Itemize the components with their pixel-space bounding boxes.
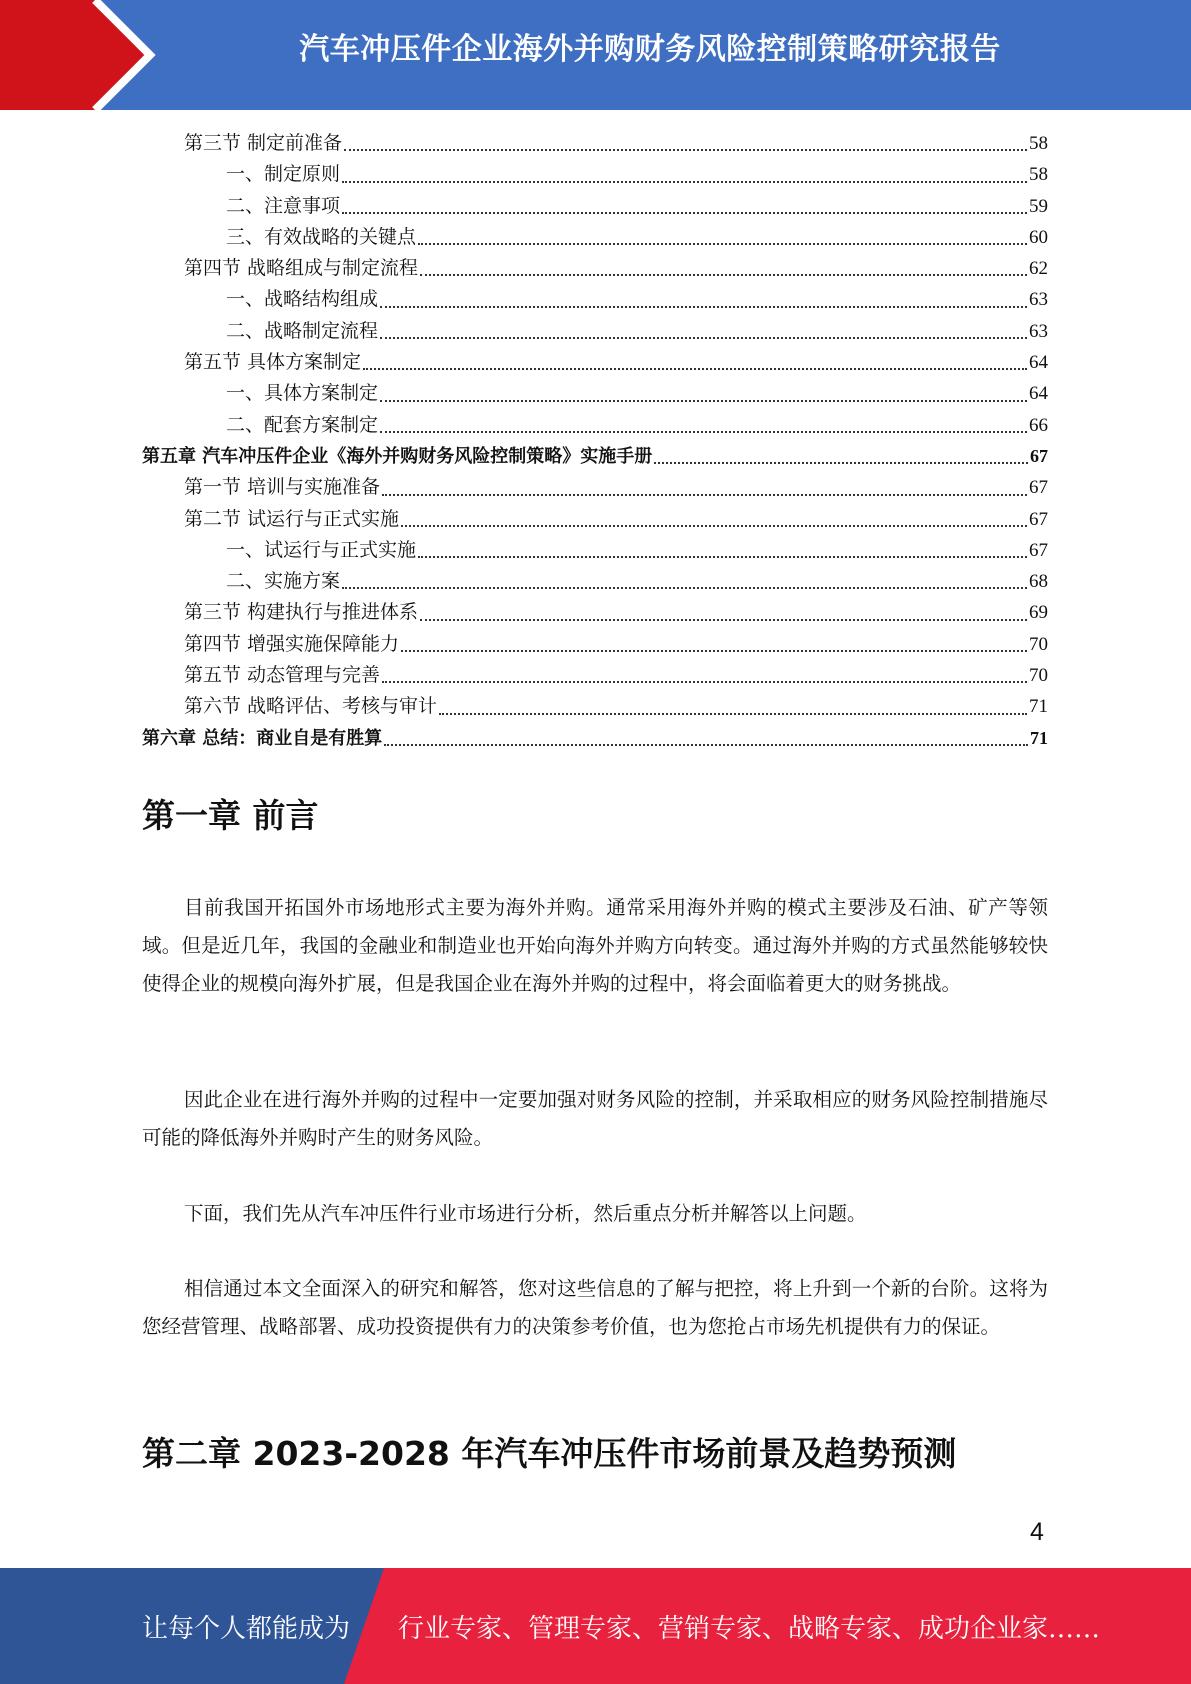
toc-entry[interactable] <box>142 128 1048 159</box>
toc-entry[interactable] <box>142 472 1048 503</box>
toc-entry-title: 一、具体方案制定 <box>226 382 379 405</box>
table-of-contents <box>142 128 1048 754</box>
page-number: 4 <box>1030 1518 1044 1546</box>
toc-entry-title: 二、实施方案 <box>226 570 341 593</box>
toc-dot-leader <box>380 430 1027 433</box>
toc-dot-leader <box>380 336 1027 339</box>
toc-dot-leader <box>363 367 1027 370</box>
page-footer <box>0 1568 1191 1684</box>
toc-dot-leader <box>420 273 1027 276</box>
toc-entry[interactable] <box>142 691 1048 722</box>
toc-entry[interactable] <box>142 316 1048 347</box>
report-title: 汽车冲压件企业海外并购财务风险控制策略研究报告 <box>299 32 1001 67</box>
footer-slogan-lead: 让每个人都能成为 <box>142 1614 351 1644</box>
toc-entry-page: 66 <box>1029 414 1048 436</box>
toc-entry-page: 71 <box>1029 696 1048 718</box>
toc-dot-leader <box>420 618 1027 621</box>
toc-entry-title: 第五章 汽车冲压件企业《海外并购财务风险控制策略》实施手册 <box>142 445 653 467</box>
toc-entry-page: 68 <box>1029 571 1048 593</box>
toc-dot-leader <box>439 712 1027 715</box>
toc-entry-page: 58 <box>1029 133 1048 154</box>
toc-entry-page: 62 <box>1029 258 1048 280</box>
toc-entry-title: 三、有效战略的关键点 <box>226 225 417 248</box>
toc-entry-page: 71 <box>1030 727 1048 748</box>
toc-entry-page: 58 <box>1029 164 1048 186</box>
toc-dot-leader <box>418 242 1027 245</box>
toc-entry[interactable] <box>142 660 1048 691</box>
toc-entry-title: 一、战略结构组成 <box>226 288 379 311</box>
toc-entry-page: 67 <box>1030 445 1048 466</box>
toc-entry-page: 59 <box>1029 195 1048 217</box>
toc-dot-leader <box>654 461 1028 464</box>
toc-entry-title: 二、战略制定流程 <box>226 319 379 342</box>
toc-entry-title: 第四节 战略组成与制定流程 <box>184 257 419 280</box>
toc-dot-leader <box>418 555 1027 558</box>
toc-entry-page: 70 <box>1029 633 1048 655</box>
toc-entry-title: 二、注意事项 <box>226 194 341 217</box>
toc-entry[interactable] <box>142 253 1048 284</box>
toc-entry[interactable] <box>142 378 1048 409</box>
toc-entry-title: 第一节 培训与实施准备 <box>184 476 381 499</box>
toc-dot-leader <box>344 148 1027 151</box>
toc-entry-page: 70 <box>1029 665 1048 687</box>
toc-dot-leader <box>342 586 1027 589</box>
toc-entry[interactable] <box>142 191 1048 222</box>
toc-entry-page: 63 <box>1029 289 1048 311</box>
toc-entry-title: 第二节 试运行与正式实施 <box>184 507 400 530</box>
toc-entry[interactable] <box>142 347 1048 378</box>
toc-entry[interactable] <box>142 284 1048 315</box>
chapter-2-heading: 第二章 2023-2028 年汽车冲压件市场前景及趋势预测 <box>142 1434 957 1473</box>
toc-dot-leader <box>342 180 1027 183</box>
toc-entry[interactable] <box>142 159 1048 190</box>
toc-entry[interactable] <box>142 566 1048 597</box>
toc-entry-page: 64 <box>1029 383 1048 405</box>
toc-entry-page: 67 <box>1029 477 1048 499</box>
toc-entry[interactable] <box>142 597 1048 628</box>
toc-entry-page: 64 <box>1029 352 1048 374</box>
chapter-1-paragraph: 目前我国开拓国外市场地形式主要为海外并购。通常采用海外并购的模式主要涉及石油、矿产等领域。但是近几年，我国的金融业和制造业也开始向海外并购方向转变。通过海外并购的方式虽然能够较快使得企业的规模向海外扩展，但是我国企业在海外并购的过程中，将会面临着更大的财务挑战。 <box>142 896 1048 995</box>
toc-dot-leader <box>380 305 1027 308</box>
toc-entry-title: 第六节 战略评估、考核与审计 <box>184 695 438 718</box>
toc-entry-page: 67 <box>1029 539 1048 561</box>
chapter-1-paragraph: 因此企业在进行海外并购的过程中一定要加强对财务风险的控制，并采取相应的财务风险控制措施尽可能的降低海外并购时产生的财务风险。 <box>142 1088 1048 1149</box>
toc-dot-leader <box>342 211 1027 214</box>
header-red-chevron <box>0 0 150 110</box>
toc-entry-page: 69 <box>1029 602 1048 624</box>
toc-entry-title: 第五节 动态管理与完善 <box>184 664 381 687</box>
page-header <box>0 0 1191 110</box>
toc-entry[interactable] <box>142 222 1048 253</box>
toc-entry[interactable] <box>142 504 1048 535</box>
toc-entry-title: 第四节 增强实施保障能力 <box>184 632 400 655</box>
toc-entry-title: 一、试运行与正式实施 <box>226 538 417 561</box>
toc-dot-leader <box>380 399 1027 402</box>
toc-entry-title: 第三节 构建执行与推进体系 <box>184 601 419 624</box>
toc-dot-leader <box>382 680 1027 683</box>
toc-entry-title: 第三节 制定前准备 <box>184 132 343 154</box>
chapter-1-paragraph: 相信通过本文全面深入的研究和解答，您对这些信息的了解与把控，将上升到一个新的台阶。这将为您经营管理、战略部署、成功投资提供有力的决策参考价值，也为您抢占市场先机提供有力的保证。 <box>142 1277 1048 1338</box>
toc-dot-leader <box>382 493 1027 496</box>
footer-slogan-roles: 行业专家、管理专家、营销专家、战略专家、成功企业家…… <box>398 1614 1101 1644</box>
toc-dot-leader <box>384 743 1028 746</box>
toc-dot-leader <box>401 524 1027 527</box>
toc-entry[interactable] <box>142 629 1048 660</box>
toc-entry-page: 60 <box>1029 226 1048 248</box>
toc-entry-title: 第五节 具体方案制定 <box>184 351 362 374</box>
toc-entry[interactable] <box>142 410 1048 441</box>
toc-entry-page: 67 <box>1029 508 1048 530</box>
toc-entry-page: 63 <box>1029 320 1048 342</box>
toc-entry-title: 二、配套方案制定 <box>226 413 379 436</box>
chapter-1-heading: 第一章 前言 <box>142 796 319 835</box>
toc-entry[interactable] <box>142 441 1048 472</box>
toc-dot-leader <box>401 649 1027 652</box>
toc-entry-title: 第六章 总结：商业自是有胜算 <box>142 727 383 749</box>
toc-entry-title: 一、制定原则 <box>226 163 341 186</box>
chapter-1-paragraph: 下面，我们先从汽车冲压件行业市场进行分析，然后重点分析并解答以上问题。 <box>184 1202 867 1225</box>
toc-entry[interactable] <box>142 723 1048 754</box>
toc-entry[interactable] <box>142 535 1048 566</box>
